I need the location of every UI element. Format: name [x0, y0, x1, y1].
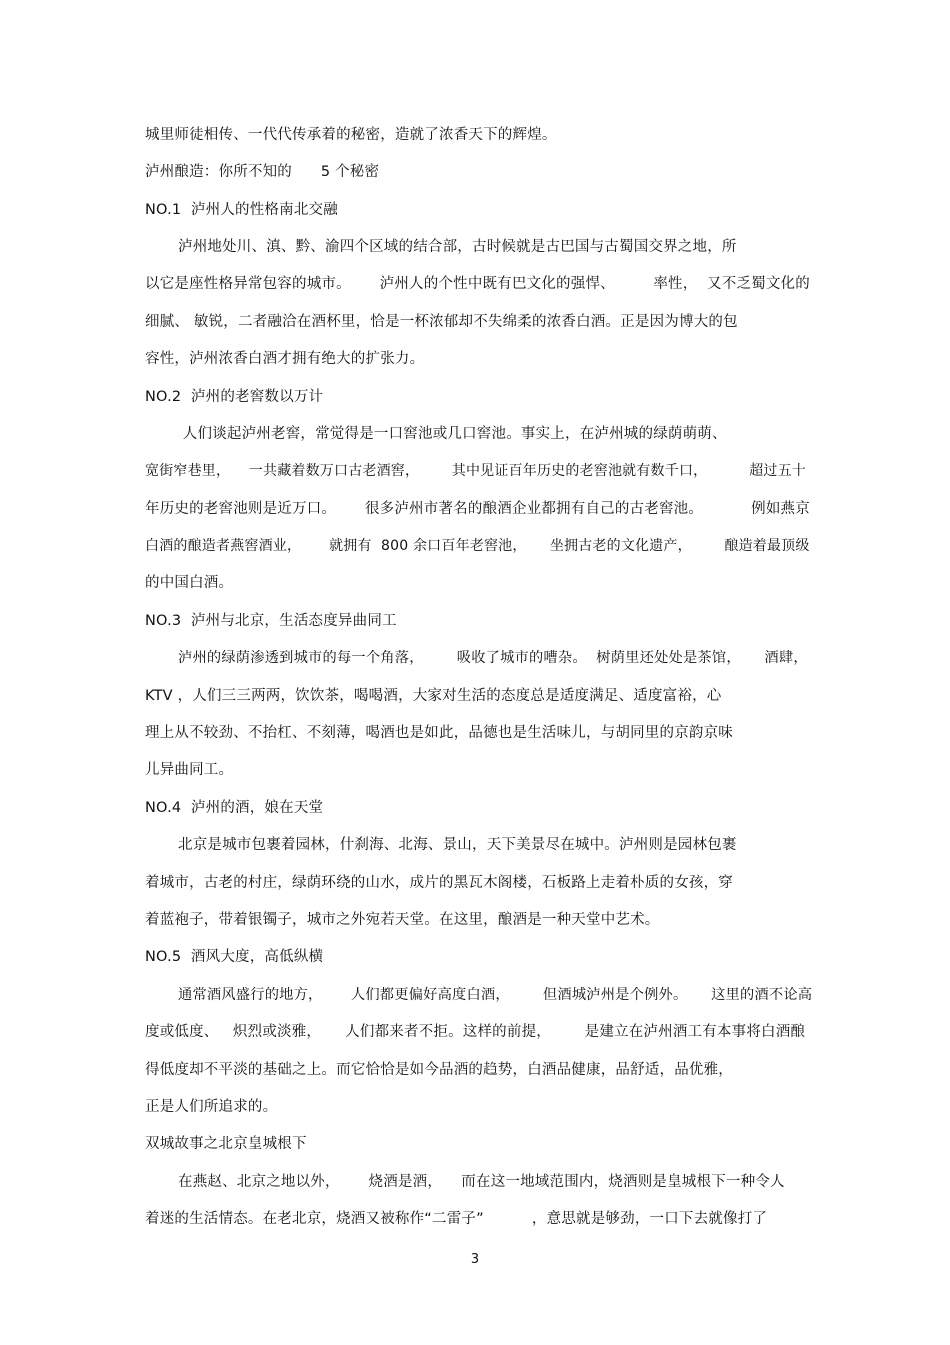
- text-line: 着蓝袍子，带着银镯子，城市之外宛若天堂。在这里，酿酒是一种天堂中艺术。: [145, 912, 660, 928]
- text-line: 理上从不较劲、不抬杠、不刻薄，喝酒也是如此，品德也是生活味儿，与胡同里的京韵京味: [145, 725, 733, 741]
- section-heading: NO.4 泸州的酒，娘在天堂: [145, 800, 324, 816]
- page-number: 3: [470, 1252, 480, 1267]
- text-line: 的中国白酒。: [145, 575, 234, 591]
- section-heading: NO.3 泸州与北京，生活态度异曲同工: [145, 613, 397, 629]
- text-line: 得低度却不平淡的基础之上。而它恰恰是如今品酒的趋势，白酒品健康，品舒适，品优雅，: [145, 1062, 733, 1078]
- text-line: 儿异曲同工。: [145, 762, 234, 778]
- text-line: 细腻、 敏锐，二者融洽在酒杯里，恰是一杯浓郁却不失绵柔的浓香白酒。正是因为博大的包: [145, 314, 738, 330]
- text-line: 泸州地处川、滇、黔、渝四个区域的结合部，古时候就是古巴国与古蜀国交界之地，所: [178, 239, 737, 255]
- text-line: 容性，泸州浓香白酒才拥有绝大的扩张力。: [145, 351, 425, 367]
- text-line: 以它是座性格异常包容的城市。 泸州人的个性中既有巴文化的强悍、 率性， 又不乏蜀文化的: [145, 276, 810, 292]
- text-line: 城里师徒相传、一代代传承着的秘密，造就了浓香天下的辉煌。: [145, 127, 557, 143]
- text-line: 年历史的老窖池则是近万口。 很多泸州市著名的酿酒企业都拥有自己的古老窖池。 例如燕京: [145, 501, 810, 517]
- text-line: KTV ，人们三三两两，饮饮茶，喝喝酒，大家对生活的态度总是适度满足、适度富裕，心: [145, 688, 722, 704]
- text-line: 度或低度、 炽烈或淡雅， 人们都来者不拒。这样的前提， 是建立在泸州酒工有本事将白酒酿: [145, 1024, 806, 1040]
- text-line: 着城市，古老的村庄，绿荫环绕的山水，成片的黑瓦木阁楼，石板路上走着朴质的女孩，穿: [145, 875, 733, 891]
- text-line: 着迷的生活情态。在老北京，烧酒又被称作“二雷子” ，意思就是够劲，一口下去就像打了: [145, 1211, 768, 1227]
- text-line: 在燕赵、北京之地以外， 烧酒是酒， 而在这一地域范围内，烧酒则是皇城根下一种令人: [178, 1174, 785, 1190]
- section-heading: NO.5 酒风大度，高低纵横: [145, 949, 324, 965]
- text-line: 宽街窄巷里， 一共藏着数万口古老酒窖， 其中见证百年历史的老窖池就有数千口， 超过五十: [145, 463, 807, 479]
- section-heading: NO.1 泸州人的性格南北交融: [145, 202, 338, 218]
- text-line: 泸州的绿荫渗透到城市的每一个角落， 吸收了城市的嘈杂。 树荫里还处处是茶馆， 酒肆，: [178, 650, 808, 666]
- text-line: 白酒的酿造者燕窖酒业， 就拥有 800 余口百年老窖池， 坐拥古老的文化遗产， 酿造着最顶级: [145, 538, 810, 554]
- text-line: 北京是城市包裹着园林，什刹海、北海、景山，天下美景尽在城中。泸州则是园林包裹: [178, 837, 737, 853]
- section-heading: 双城故事之北京皇城根下: [145, 1136, 307, 1152]
- text-line: 人们谈起泸州老窖，常觉得是一口窖池或几口窖池。事实上，在泸州城的绿荫萌萌、: [178, 426, 727, 442]
- section-heading: 泸州酿造：你所不知的 5 个秘密: [145, 164, 380, 180]
- text-line: 通常酒风盛行的地方， 人们都更偏好高度白酒， 但酒城泸州是个例外。 这里的酒不论高: [178, 987, 813, 1003]
- text-line: 正是人们所追求的。: [145, 1099, 278, 1115]
- section-heading: NO.2 泸州的老窖数以万计: [145, 389, 324, 405]
